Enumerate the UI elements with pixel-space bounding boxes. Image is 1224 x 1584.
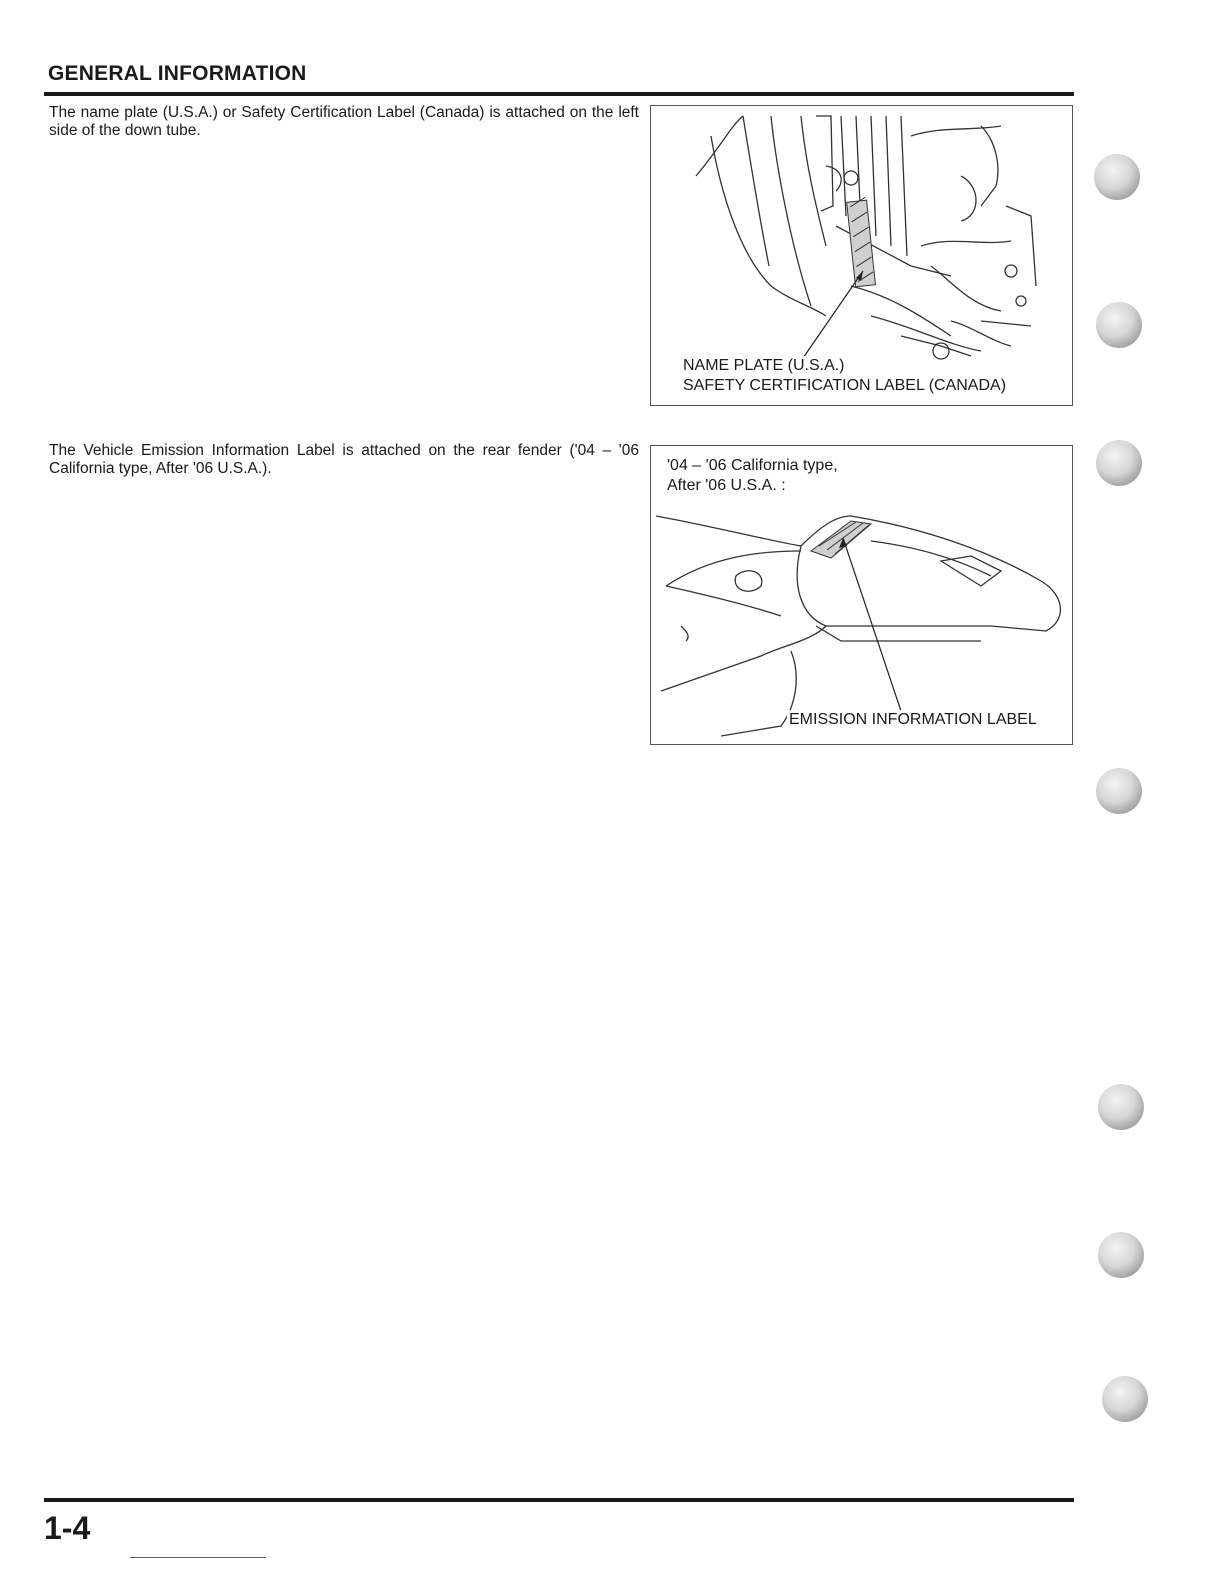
footer-rule (44, 1498, 1074, 1502)
section-tab-marker (1094, 154, 1140, 200)
emission-label-illustration (650, 445, 1073, 745)
safety-certification-label: SAFETY CERTIFICATION LABEL (CANADA) (683, 377, 1007, 394)
california-type-caption: '04 – '06 California type, (667, 457, 838, 474)
emission-label-description: The Vehicle Emission Information Label is attached on the rear fender ('04 – '06 California type, After '06 U.S.A.). (49, 442, 639, 477)
section-tab-marker (1098, 1232, 1144, 1278)
section-tab-marker (1102, 1376, 1148, 1422)
section-tab-marker (1098, 1084, 1144, 1130)
after-06-usa-caption: After '06 U.S.A. : (667, 477, 786, 494)
section-tab-marker (1096, 768, 1142, 814)
section-tab-marker (1096, 302, 1142, 348)
page-number: 1-4 (44, 1510, 91, 1546)
emission-information-label: EMISSION INFORMATION LABEL (789, 711, 1037, 728)
name-plate-label: NAME PLATE (U.S.A.) (683, 357, 845, 374)
section-tab-marker (1096, 440, 1142, 486)
name-plate-illustration (650, 105, 1073, 406)
name-plate-description: The name plate (U.S.A.) or Safety Certification Label (Canada) is attached on the left side of the down tube. (49, 104, 639, 139)
page-title: GENERAL INFORMATION (48, 62, 307, 85)
header-rule (44, 92, 1074, 96)
link-underline[interactable] (130, 1557, 266, 1558)
